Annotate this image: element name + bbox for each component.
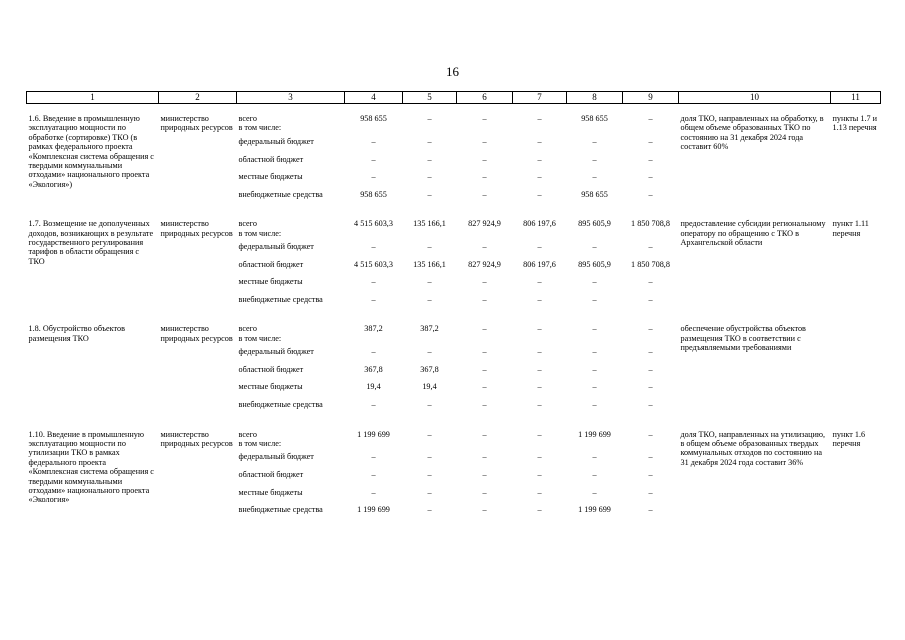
value-cell: 806 197,6 <box>523 259 556 269</box>
value-cell: – <box>427 470 432 480</box>
value-cell: 367,8 <box>420 364 439 374</box>
value-cell: – <box>482 324 487 334</box>
value-cell: 387,2 <box>364 324 383 334</box>
value-cell: – <box>537 114 542 123</box>
value-cell: – <box>371 452 376 462</box>
value-cell: 958 655 <box>581 189 608 199</box>
funding-source <box>237 186 345 204</box>
value-cell: – <box>371 242 376 252</box>
spacer-cell <box>27 203 881 219</box>
value-cell: – <box>537 364 542 374</box>
funding-source <box>237 484 345 502</box>
funding-source-label: всего <box>238 219 257 229</box>
funding-source-label: внебюджетные средства <box>238 189 323 199</box>
value-cell: – <box>537 136 542 146</box>
value-cell: 1 199 699 <box>578 429 611 439</box>
value-cell: 958 655 <box>360 114 387 123</box>
funding-source-sublabel: в том числе: <box>238 123 282 133</box>
value-cell: – <box>427 347 432 357</box>
funding-source <box>237 324 345 343</box>
value-cell: – <box>648 487 653 497</box>
value-cell: – <box>482 189 487 199</box>
value-cell: – <box>482 294 487 304</box>
funding-source-label: областной бюджет <box>238 259 304 269</box>
value-cell: – <box>371 154 376 164</box>
header-cell: 11 <box>831 92 881 104</box>
value-cell: – <box>371 136 376 146</box>
funding-source-label: областной бюджет <box>238 470 304 480</box>
value-cell: – <box>427 189 432 199</box>
header-cell: 7 <box>513 92 567 104</box>
value-cell: – <box>537 324 542 334</box>
value-cell: – <box>592 172 597 182</box>
value-cell: – <box>592 470 597 480</box>
page-number: 16 <box>446 64 459 79</box>
list-reference: пункты 1.7 и 1.13 перечня <box>832 114 878 133</box>
header-cell: 10 <box>679 92 831 104</box>
value-cell: – <box>427 277 432 287</box>
funding-source-label: всего <box>238 429 257 439</box>
value-cell: 4 515 603,3 <box>354 259 393 269</box>
header-cell: 4 <box>345 92 403 104</box>
value-cell: – <box>648 154 653 164</box>
funding-source-label: внебюджетные средства <box>238 400 323 410</box>
funding-source-label: федеральный бюджет <box>238 452 314 462</box>
header-cell: 9 <box>623 92 679 104</box>
row-spacer <box>27 308 881 324</box>
value-cell: – <box>427 294 432 304</box>
funding-source <box>237 256 345 274</box>
value-cell: – <box>371 277 376 287</box>
expected-result: доля ТКО, направленных на утилизацию, в общем объеме образованных твердых коммунальных отходов по состоянию на 31 декабря 2024 года составит 36% <box>680 429 826 467</box>
value-cell: 895 605,9 <box>578 219 611 229</box>
value-cell: – <box>537 487 542 497</box>
funding-source-label: местные бюджеты <box>238 487 303 497</box>
table-row <box>27 324 881 343</box>
table-row <box>27 114 881 133</box>
header-cell: 3 <box>237 92 345 104</box>
value-cell: 4 515 603,3 <box>354 219 393 229</box>
value-cell: – <box>648 242 653 252</box>
value-cell: – <box>482 487 487 497</box>
value-cell: – <box>482 400 487 410</box>
row-spacer <box>27 104 881 115</box>
funding-source <box>237 343 345 361</box>
list-reference: пункт 1.6 перечня <box>832 429 866 448</box>
value-cell: – <box>482 114 487 123</box>
funding-source-label: внебюджетные средства <box>238 294 323 304</box>
funding-source <box>237 219 345 238</box>
value-cell: – <box>427 429 432 439</box>
funding-source <box>237 168 345 186</box>
header-cell: 5 <box>403 92 457 104</box>
list-reference: пункт 1.11 перечня <box>832 219 869 238</box>
value-cell: – <box>482 242 487 252</box>
value-cell: – <box>537 242 542 252</box>
value-cell: – <box>482 429 487 439</box>
executor: министерство природных ресурсов <box>160 324 233 343</box>
row-spacer <box>27 203 881 219</box>
expected-result: обеспечение обустройства объектов размещения ТКО в соответствии с предъявляемыми требованиями <box>680 324 806 353</box>
budget-table <box>26 91 881 519</box>
value-cell: – <box>537 172 542 182</box>
funding-source-label: всего <box>238 114 257 123</box>
funding-source-label: федеральный бюджет <box>238 242 314 252</box>
funding-source-label: внебюджетные средства <box>238 505 323 515</box>
value-cell: 958 655 <box>581 114 608 123</box>
spacer-cell <box>27 308 881 324</box>
value-cell: – <box>371 487 376 497</box>
value-cell: – <box>482 136 487 146</box>
value-cell: 19,4 <box>422 382 437 392</box>
row-spacer <box>27 414 881 430</box>
value-cell: – <box>537 470 542 480</box>
header-cell: 2 <box>159 92 237 104</box>
value-cell: – <box>648 277 653 287</box>
value-cell: – <box>592 400 597 410</box>
value-cell: – <box>482 452 487 462</box>
expected-result: доля ТКО, направленных на обработку, в общем объеме образованных ТКО по состоянию на 31 декабря 2024 года составит 60% <box>680 114 824 152</box>
value-cell: – <box>371 347 376 357</box>
header-cell: 6 <box>457 92 513 104</box>
value-cell: – <box>592 347 597 357</box>
value-cell: – <box>648 324 653 334</box>
funding-source <box>237 133 345 151</box>
executor: министерство природных ресурсов <box>160 429 233 448</box>
funding-source-label: местные бюджеты <box>238 277 303 287</box>
value-cell: – <box>482 505 487 515</box>
value-cell: – <box>537 452 542 462</box>
value-cell: – <box>371 470 376 480</box>
value-cell: 19,4 <box>366 382 381 392</box>
value-cell: 1 199 699 <box>357 429 390 439</box>
value-cell: – <box>648 429 653 439</box>
header-row <box>27 92 881 104</box>
expected-result: предоставление субсидии региональному оператору по обращению с ТКО в Архангельской области <box>680 219 826 247</box>
funding-source <box>237 396 345 414</box>
funding-source <box>237 150 345 168</box>
value-cell: – <box>537 294 542 304</box>
executor: министерство природных ресурсов <box>160 219 233 238</box>
funding-source <box>237 361 345 379</box>
value-cell: – <box>592 382 597 392</box>
value-cell: – <box>427 505 432 515</box>
executor: министерство природных ресурсов <box>160 114 233 133</box>
value-cell: – <box>648 347 653 357</box>
header-cell: 8 <box>567 92 623 104</box>
value-cell: 895 605,9 <box>578 259 611 269</box>
value-cell: – <box>648 136 653 146</box>
funding-source-label: местные бюджеты <box>238 172 303 182</box>
list-reference <box>831 324 881 413</box>
value-cell: – <box>648 470 653 480</box>
value-cell: – <box>482 172 487 182</box>
value-cell: – <box>648 400 653 410</box>
value-cell: – <box>648 189 653 199</box>
value-cell: – <box>648 382 653 392</box>
value-cell: – <box>537 400 542 410</box>
funding-source <box>237 448 345 466</box>
funding-source-label: местные бюджеты <box>238 382 303 392</box>
value-cell: 1 199 699 <box>357 505 390 515</box>
value-cell: – <box>592 294 597 304</box>
funding-source-label: всего <box>238 324 257 334</box>
value-cell: – <box>537 154 542 164</box>
funding-source-sublabel: в том числе: <box>238 228 282 238</box>
value-cell: – <box>482 154 487 164</box>
funding-source-sublabel: в том числе: <box>238 333 282 343</box>
value-cell: – <box>371 172 376 182</box>
value-cell: – <box>537 347 542 357</box>
value-cell: – <box>648 114 653 123</box>
funding-source <box>237 378 345 396</box>
funding-source-label: федеральный бюджет <box>238 136 314 146</box>
funding-source <box>237 238 345 256</box>
value-cell: – <box>592 154 597 164</box>
funding-source <box>237 501 345 519</box>
value-cell: 1 850 708,8 <box>631 219 670 229</box>
value-cell: – <box>592 364 597 374</box>
funding-source <box>237 430 345 449</box>
value-cell: 1 850 708,8 <box>631 259 670 269</box>
spacer-cell <box>27 104 881 115</box>
item-name: 1.6. Введение в промышленную эксплуатацию мощности по обработке (сортировке) ТКО (в рамках федерального проекта «Комплексная система обращения с твердыми коммунальными отходами» национального проекта «Экология») <box>28 114 154 189</box>
value-cell: – <box>648 452 653 462</box>
funding-source-label: областной бюджет <box>238 364 304 374</box>
value-cell: – <box>648 505 653 515</box>
value-cell: – <box>648 294 653 304</box>
funding-source <box>237 466 345 484</box>
value-cell: 827 924,9 <box>468 219 501 229</box>
funding-source-sublabel: в том числе: <box>238 438 282 448</box>
header-cell: 1 <box>27 92 159 104</box>
value-cell: 958 655 <box>360 189 387 199</box>
spacer-cell <box>27 414 881 430</box>
value-cell: – <box>427 452 432 462</box>
item-name: 1.8. Обустройство объектов размещения ТКО <box>28 324 125 343</box>
value-cell: – <box>482 347 487 357</box>
value-cell: – <box>427 136 432 146</box>
value-cell: – <box>427 114 432 123</box>
value-cell: – <box>482 382 487 392</box>
value-cell: – <box>427 154 432 164</box>
value-cell: – <box>592 242 597 252</box>
value-cell: – <box>648 172 653 182</box>
funding-source-label: федеральный бюджет <box>238 347 314 357</box>
value-cell: – <box>592 324 597 334</box>
value-cell: – <box>537 505 542 515</box>
value-cell: – <box>371 294 376 304</box>
funding-source <box>237 114 345 133</box>
value-cell: – <box>648 364 653 374</box>
table-row <box>27 430 881 449</box>
funding-source <box>237 291 345 309</box>
table-row <box>27 219 881 238</box>
funding-source <box>237 273 345 291</box>
value-cell: – <box>427 487 432 497</box>
value-cell: 1 199 699 <box>578 505 611 515</box>
value-cell: – <box>537 189 542 199</box>
value-cell: – <box>592 487 597 497</box>
value-cell: – <box>592 452 597 462</box>
value-cell: – <box>592 136 597 146</box>
value-cell: – <box>537 382 542 392</box>
value-cell: – <box>482 470 487 480</box>
value-cell: 367,8 <box>364 364 383 374</box>
item-name: 1.10. Введение в промышленную эксплуатацию мощности по утилизации ТКО в рамках федерального проекта «Комплексная система обращения с твердыми коммунальными отходами» национального проекта «Экология» <box>28 429 154 505</box>
value-cell: 135 166,1 <box>413 259 446 269</box>
value-cell: 806 197,6 <box>523 219 556 229</box>
value-cell: – <box>427 172 432 182</box>
value-cell: – <box>371 400 376 410</box>
value-cell: – <box>537 429 542 439</box>
value-cell: – <box>427 400 432 410</box>
value-cell: 387,2 <box>420 324 439 334</box>
value-cell: – <box>482 277 487 287</box>
item-name: 1.7. Возмещение не дополученных доходов, возникающих в результате государственного регулирования тарифов в области обращения с ТКО <box>28 219 154 266</box>
value-cell: – <box>537 277 542 287</box>
funding-source-label: областной бюджет <box>238 154 304 164</box>
value-cell: 135 166,1 <box>413 219 446 229</box>
value-cell: 827 924,9 <box>468 259 501 269</box>
value-cell: – <box>592 277 597 287</box>
value-cell: – <box>427 242 432 252</box>
value-cell: – <box>482 364 487 374</box>
